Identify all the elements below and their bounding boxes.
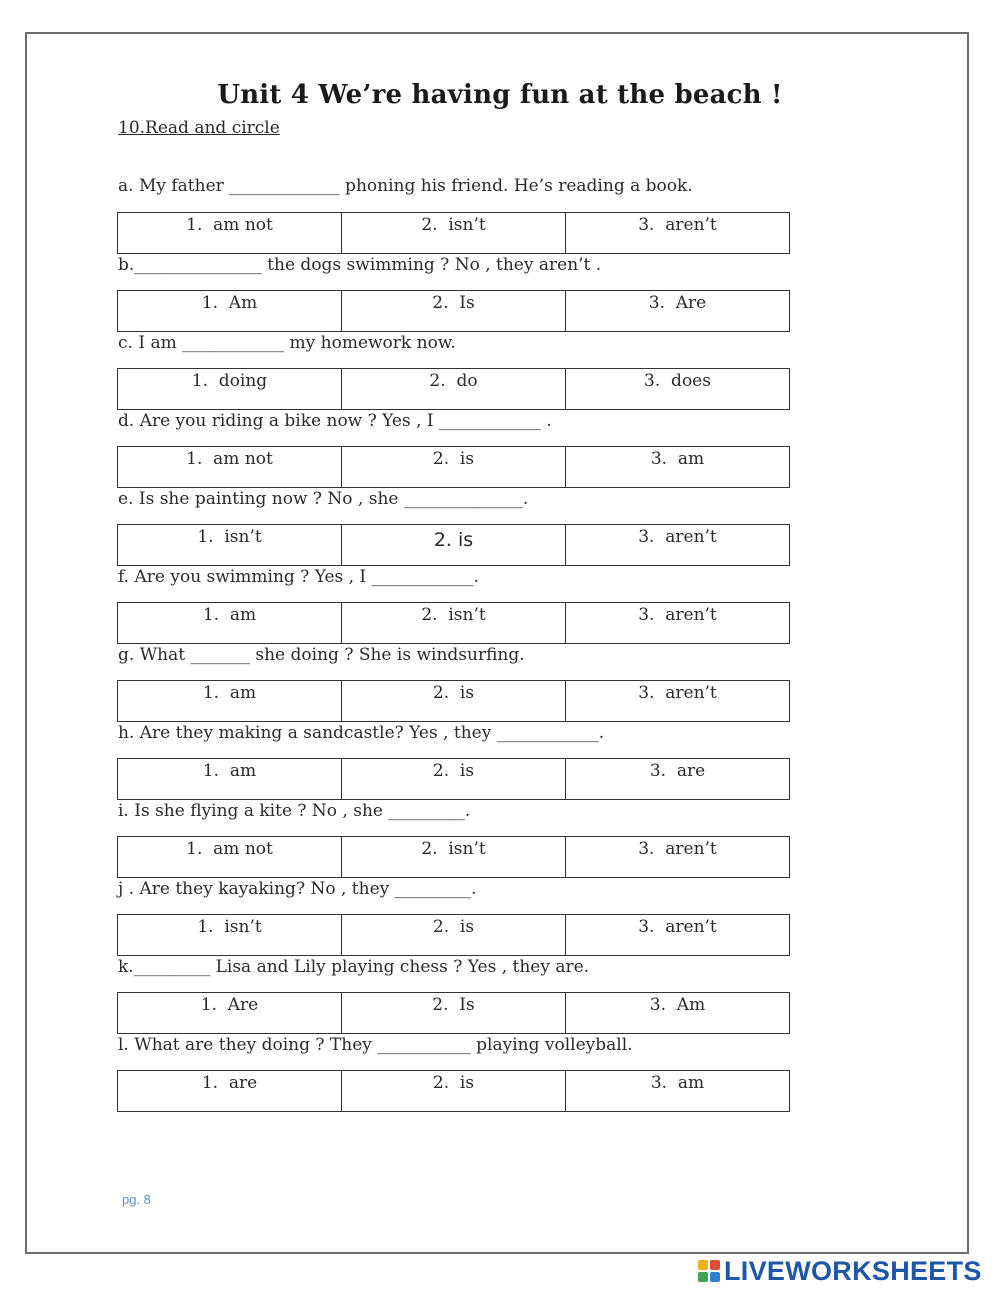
question-l: l. What are they doing ? They ___________ playing volleyball.	[118, 1035, 633, 1055]
worksheet-title: Unit 4 We’re having fun at the beach !	[217, 80, 783, 110]
options-row-j	[117, 914, 790, 956]
options-row-b	[117, 290, 790, 332]
option-j-2[interactable]: 2. is	[342, 915, 566, 955]
option-k-1[interactable]: 1. Are	[118, 993, 342, 1033]
option-f-3[interactable]: 3. aren’t	[638, 605, 717, 625]
question-k: k._________ Lisa and Lily playing chess ? Yes , they are.	[118, 957, 590, 977]
exercise-instruction: 10.Read and circle	[118, 118, 280, 138]
option-c-2[interactable]: 2. do	[342, 369, 566, 409]
question-d: d. Are you riding a bike now ? Yes , I ____________ .	[118, 411, 552, 431]
option-h-2[interactable]: 2. is	[342, 759, 566, 799]
option-a-1[interactable]: 1. am not	[118, 213, 342, 253]
option-j-3[interactable]: 3. aren’t	[638, 917, 717, 937]
option-d-3[interactable]: 3. am	[650, 449, 705, 469]
option-h-1[interactable]: 1. am	[118, 759, 342, 799]
option-b-2[interactable]: 2. Is	[342, 291, 566, 331]
option-e-1[interactable]: 1. isn’t	[118, 525, 342, 565]
option-b-3[interactable]: 3. Are	[648, 293, 707, 313]
question-b: b._______________ the dogs swimming ? No , they aren’t .	[118, 255, 602, 275]
options-row-g	[117, 680, 790, 722]
options-row-a	[117, 212, 790, 254]
question-g: g. What _______ she doing ? She is windsurfing.	[118, 645, 525, 665]
options-row-d	[117, 446, 790, 488]
question-a: a. My father _____________ phoning his friend. He’s reading a book.	[118, 176, 693, 196]
option-g-2[interactable]: 2. is	[342, 681, 566, 721]
page-number: pg. 8	[122, 1192, 151, 1207]
option-e-3[interactable]: 3. aren’t	[638, 527, 717, 547]
options-row-h	[117, 758, 790, 800]
option-e-2[interactable]: 2. is	[342, 525, 566, 565]
options-row-e	[117, 524, 790, 566]
option-d-1[interactable]: 1. am not	[118, 447, 342, 487]
option-c-1[interactable]: 1. doing	[118, 369, 342, 409]
option-a-3[interactable]: 3. aren’t	[638, 215, 717, 235]
question-f: f. Are you swimming ? Yes , I ____________.	[118, 567, 479, 587]
option-l-2[interactable]: 2. is	[342, 1071, 566, 1111]
options-row-i	[117, 836, 790, 878]
liveworksheets-logo-icon	[698, 1260, 720, 1282]
option-k-2[interactable]: 2. Is	[342, 993, 566, 1033]
option-k-3[interactable]: 3. Am	[649, 995, 706, 1015]
option-h-3[interactable]: 3. are	[649, 761, 706, 781]
option-i-2[interactable]: 2. isn’t	[342, 837, 566, 877]
question-j: j . Are they kayaking? No , they _________.	[118, 879, 477, 899]
option-c-3[interactable]: 3. does	[644, 371, 711, 391]
option-b-1[interactable]: 1. Am	[118, 291, 342, 331]
option-g-3[interactable]: 3. aren’t	[638, 683, 717, 703]
options-row-k	[117, 992, 790, 1034]
question-c: c. I am ____________ my homework now.	[118, 333, 456, 353]
brand-name: LIVEWORKSHEETS	[724, 1255, 982, 1286]
option-f-2[interactable]: 2. isn’t	[342, 603, 566, 643]
option-i-3[interactable]: 3. aren’t	[638, 839, 717, 859]
option-a-2[interactable]: 2. isn’t	[342, 213, 566, 253]
question-i: i. Is she flying a kite ? No , she _________.	[118, 801, 471, 821]
question-e: e. Is she painting now ? No , she ______________.	[118, 489, 529, 509]
options-row-f	[117, 602, 790, 644]
option-i-1[interactable]: 1. am not	[118, 837, 342, 877]
options-row-l	[117, 1070, 790, 1112]
option-l-1[interactable]: 1. are	[118, 1071, 342, 1111]
option-l-3[interactable]: 3. am	[650, 1073, 705, 1093]
liveworksheets-logo	[698, 1257, 982, 1285]
option-j-1[interactable]: 1. isn’t	[118, 915, 342, 955]
question-h: h. Are they making a sandcastle? Yes , they ____________.	[118, 723, 605, 743]
option-g-1[interactable]: 1. am	[118, 681, 342, 721]
option-f-1[interactable]: 1. am	[118, 603, 342, 643]
options-row-c	[117, 368, 790, 410]
option-d-2[interactable]: 2. is	[342, 447, 566, 487]
